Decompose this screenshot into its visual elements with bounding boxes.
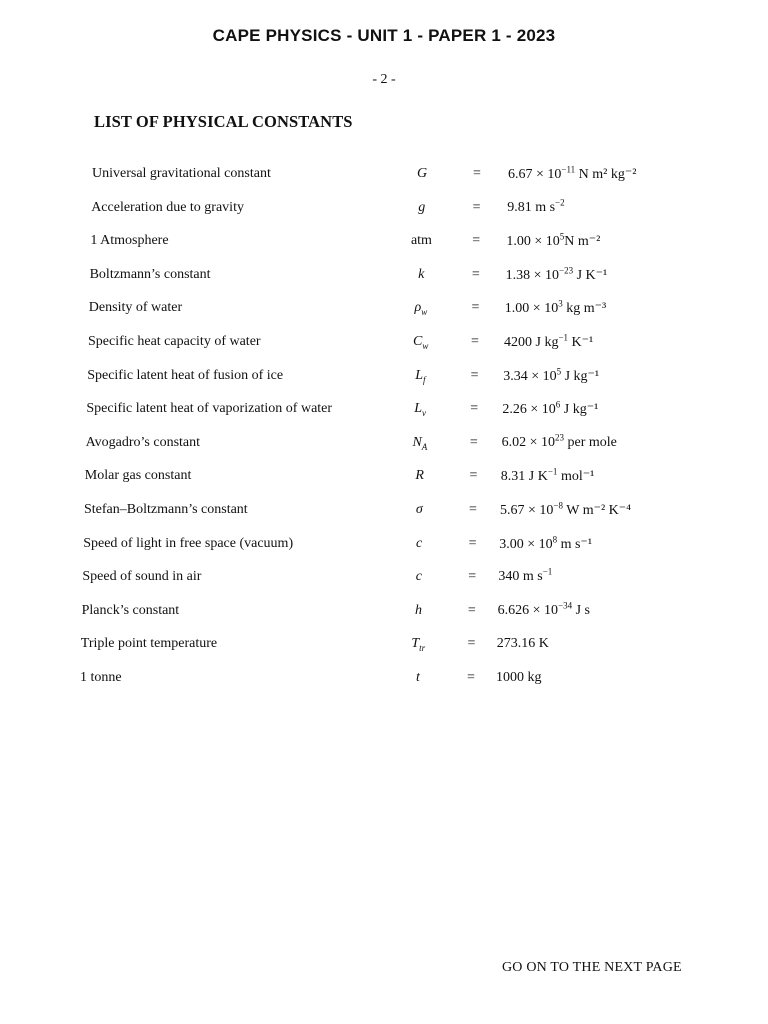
constant-symbol: k [418,266,425,282]
constant-row [0,166,768,192]
equals-sign: = [473,166,481,181]
constant-value: $2.26 \times 10^6$ J kg⁻¹ [502,399,599,418]
constant-name: Specific latent heat of vaporization of water [86,401,333,417]
constant-symbol: $\rho_w$ [414,300,428,318]
constant-row [0,233,768,259]
constant-name: Triple point temperature [80,636,218,652]
constant-name: 1 Atmosphere [90,233,169,249]
equals-sign: = [468,535,477,551]
constant-row [0,365,768,394]
constant-value: $1.00 \times 10^5N$ m⁻² [506,231,601,250]
constant-row [0,468,768,494]
constant-row [0,196,768,226]
constant-name: Boltzmann’s constant [89,266,211,282]
constant-symbol: $N_A$ [412,434,428,452]
constant-value: $6.626 \times 10^{-34}$ J s [497,600,590,618]
constant-value: $1.00 \times 10^3$ kg m⁻³ [504,298,607,317]
constant-symbol: $T_{tr}$ [411,636,426,654]
constant-value: 1000 kg [496,670,542,685]
constant-value: 273.16 K [496,636,549,652]
equals-sign: = [469,468,478,484]
constant-name: Acceleration due to gravity [91,199,244,215]
constant-row [0,600,768,629]
equals-sign: = [468,569,477,585]
constant-symbol: $L_f$ [415,367,426,385]
constant-row [0,636,768,662]
constant-value: $6.02 \times 10^{23}$ per mole [501,432,617,450]
constant-value: 8.31 J $K^{-1}$ mol⁻¹ [500,466,595,485]
equals-sign: = [471,266,480,282]
constant-value: 4200 J $kg^{-1}$ K⁻¹ [504,332,594,350]
constant-name: Specific heat capacity of water [88,334,261,349]
constant-symbol: σ [415,502,423,517]
equals-sign: = [467,670,475,685]
constant-symbol: atm [410,233,432,249]
constant-symbol: R [415,468,424,484]
constant-row [0,533,768,562]
footer-next-page: GO ON TO THE NEXT PAGE [502,960,682,975]
section-title: LIST OF PHYSICAL CONSTANTS [94,112,353,131]
equals-sign: = [471,300,480,316]
constant-row [0,267,768,293]
constant-row [0,401,768,427]
constant-row [0,334,768,360]
constant-row [0,300,768,326]
equals-sign: = [470,401,479,417]
equals-sign: = [471,334,479,349]
page-number: - 2 - [372,72,396,87]
equals-sign: = [472,233,481,249]
equals-sign: = [472,199,481,215]
constant-symbol: c [415,569,422,585]
constant-symbol: h [415,602,423,618]
constant-value: $3.00 \times 10^8$ m s⁻¹ [499,533,593,552]
constant-row [0,566,768,595]
constant-name: Universal gravitational constant [92,166,271,181]
equals-sign: = [470,367,479,383]
equals-sign: = [469,502,477,517]
equals-sign: = [467,602,476,618]
constant-value: $6.67 \times 10^{-11}$ N m² kg⁻² [508,164,637,182]
constant-symbol: t [416,670,420,685]
page-header: CAPE PHYSICS - UNIT 1 - PAPER 1 - 2023 [212,26,556,45]
constant-name: Planck’s constant [81,602,180,618]
equals-sign: = [467,636,476,652]
constant-symbol: g [418,199,426,215]
constant-symbol: $C_w$ [412,334,429,351]
constant-row [0,670,768,696]
constant-name: Speed of sound in air [82,569,202,585]
constant-symbol: G [416,166,428,181]
constant-value: 340 m $s^{-1}$ [498,566,553,585]
constant-value: $5.67 \times 10^{-8}$ W m⁻² K⁻⁴ [500,500,632,518]
equals-sign: = [469,434,478,450]
constant-row [0,432,768,461]
constant-name: Avogadro’s constant [85,434,201,450]
constant-symbol: c [415,535,423,551]
constant-value: $1.38 \times 10^{-23}$ J K⁻¹ [505,265,608,283]
constant-value: 9.81 m $s^{-2}$ [507,196,565,215]
constant-value: $3.34 \times 10^5$ J kg⁻¹ [503,365,600,384]
constant-name: Density of water [88,300,183,316]
constant-name: Molar gas constant [84,468,192,484]
constant-name: 1 tonne [80,670,122,685]
constant-symbol: $L_v$ [414,401,427,418]
constant-name: Specific latent heat of fusion of ice [87,367,284,383]
constant-row [0,502,768,528]
constant-name: Stefan–Boltzmann’s constant [84,502,248,517]
constant-name: Speed of light in free space (vacuum) [83,535,294,551]
